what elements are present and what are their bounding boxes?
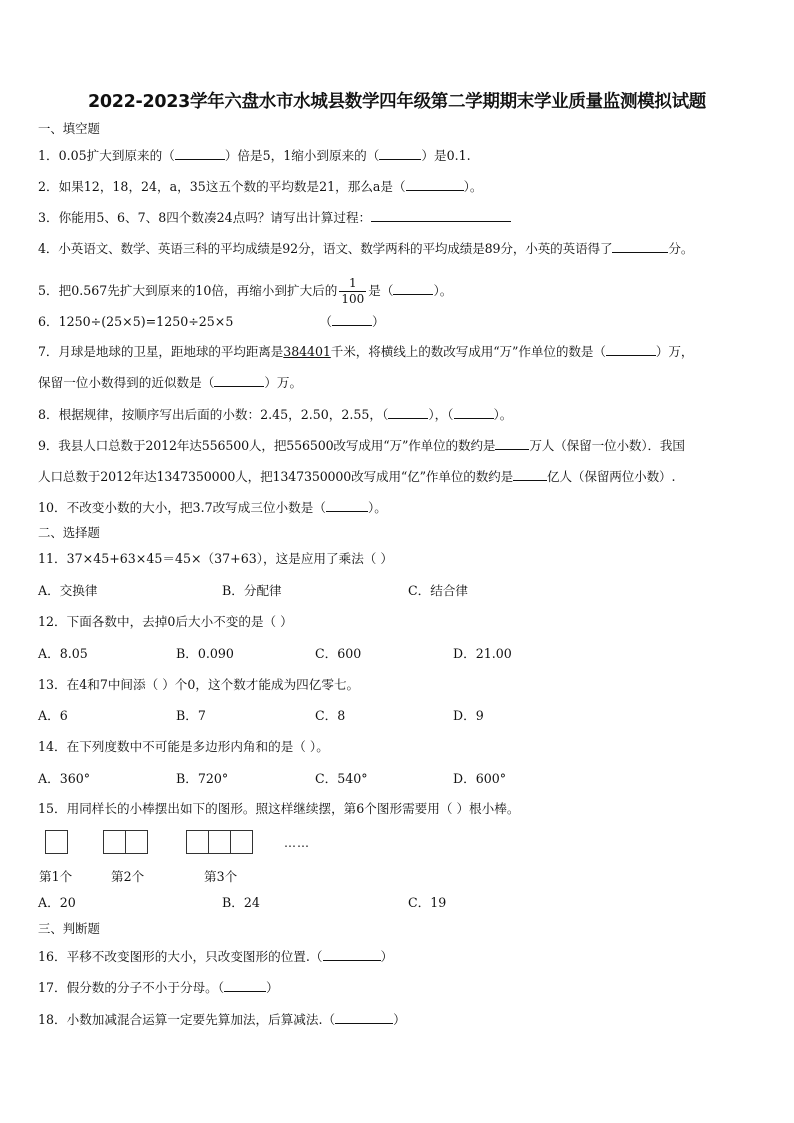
question-14-options — [38, 771, 638, 787]
option-c[interactable]: C．结合律 — [408, 583, 469, 598]
option-c[interactable]: C．600 — [315, 646, 362, 661]
answer-blank[interactable] — [371, 209, 511, 222]
square-cell — [208, 830, 231, 854]
option-a[interactable]: A．8.05 — [38, 646, 88, 661]
option-a[interactable]: A．交换律 — [38, 583, 98, 598]
question-1: 1．0.05扩大到原来的（ ）倍是5，1缩小到原来的（ ）是0.1. — [38, 148, 471, 163]
answer-blank[interactable] — [513, 468, 547, 481]
continuation-dots: …… — [284, 836, 310, 850]
question-3: 3．你能用5、6、7、8四个数凑24点吗？请写出计算过程： — [38, 209, 511, 226]
question-9-line-2: 人口总数于2012年达1347350000人，把1347350000改写成用“亿”作单位的数约是 亿人（保留两位小数）. — [38, 469, 676, 484]
question-11-options — [38, 583, 638, 599]
answer-blank[interactable] — [175, 147, 225, 160]
question-5: 5．把0.567先扩大到原来的10倍，再缩小到扩大后的 $\frac{1}{100}$ 是（ ）。 — [38, 276, 453, 306]
square-cell — [125, 830, 148, 854]
figure-1-squares — [45, 830, 68, 854]
question-15-options — [38, 895, 638, 911]
section-choice-heading: 二、选择题 — [38, 525, 100, 540]
option-a[interactable]: A．360° — [38, 771, 91, 786]
question-7: 7．月球是地球的卫星，距地球的平均距离是384401千米，将横线上的数改写成用“万”作单位的数是（ ）万， — [38, 344, 694, 359]
option-c[interactable]: C．8 — [315, 708, 346, 723]
option-b[interactable]: B．分配律 — [222, 583, 282, 598]
question-12: 12．下面各数中，去掉0后大小不变的是（ ） — [38, 614, 293, 629]
square-cell — [186, 830, 209, 854]
answer-blank[interactable] — [326, 499, 368, 512]
option-b[interactable]: B．0.090 — [176, 646, 234, 661]
figure-3-label: 第3个 — [204, 869, 238, 884]
question-7-line-2: 保留一位小数得到的近似数是（ ）万。 — [38, 375, 303, 390]
square-cell — [45, 830, 68, 854]
section-fill-blank-heading: 一、填空题 — [38, 121, 100, 136]
question-8: 8．根据规律，按顺序写出后面的小数：2.45，2.50，2.55，（ ），（ ）。 — [38, 407, 513, 422]
question-10: 10．不改变小数的大小，把3.7改写成三位小数是（ ）。 — [38, 500, 387, 515]
answer-blank[interactable] — [335, 1011, 393, 1024]
answer-blank[interactable] — [495, 437, 529, 450]
answer-blank[interactable] — [406, 178, 464, 191]
figure-2-squares — [103, 830, 148, 854]
answer-blank[interactable] — [454, 406, 494, 419]
option-b[interactable]: B．24 — [222, 895, 260, 910]
question-13-options — [38, 708, 638, 724]
underlined-number: 384401 — [283, 344, 331, 359]
answer-blank[interactable] — [332, 313, 372, 326]
figure-1-label: 第1个 — [39, 869, 73, 884]
question-2: 2．如果12，18，24，a，35这五个数的平均数是21，那么a是（ ）。 — [38, 179, 483, 194]
answer-blank[interactable] — [224, 979, 266, 992]
figure-2-label: 第2个 — [111, 869, 145, 884]
question-16: 16．平移不改变图形的大小，只改变图形的位置.（ ） — [38, 949, 394, 964]
square-cell — [230, 830, 253, 854]
option-c[interactable]: C．540° — [315, 771, 368, 786]
question-14: 14．在下列度数中不可能是多边形内角和的是（ ）。 — [38, 739, 329, 754]
option-b[interactable]: B．720° — [176, 771, 229, 786]
question-4: 4．小英语文、数学、英语三科的平均成绩是92分，语文、数学两科的平均成绩是89分，小英的英语得了 分。 — [38, 241, 694, 256]
option-d[interactable]: D．21.00 — [453, 646, 512, 661]
option-a[interactable]: A．20 — [38, 895, 76, 910]
square-cell — [103, 830, 126, 854]
answer-blank[interactable] — [214, 374, 264, 387]
answer-blank[interactable] — [388, 406, 428, 419]
question-6: 6．1250÷(25×5)=1250÷25×5 （ ） — [38, 314, 385, 329]
question-15: 15．用同样长的小棒摆出如下的图形。照这样继续摆，第6个图形需要用（ ）根小棒。 — [38, 801, 520, 816]
question-12-options — [38, 646, 638, 662]
section-judge-heading: 三、判断题 — [38, 921, 100, 936]
option-c[interactable]: C．19 — [408, 895, 447, 910]
question-9: 9．我县人口总数于2012年达556500人，把556500改写成用“万”作单位的数约是 万人（保留一位小数）．我国 — [38, 438, 685, 453]
answer-blank[interactable] — [379, 147, 421, 160]
question-13: 13．在4和7中间添（ ）个0，这个数才能成为四亿零七。 — [38, 677, 360, 692]
answer-blank[interactable] — [393, 282, 433, 295]
question-11: 11．37×45+63×45＝45×（37+63），这是应用了乘法（ ） — [38, 551, 393, 566]
exam-title: 2022-2023学年六盘水市水城县数学四年级第二学期期末学业质量监测模拟试题 — [88, 92, 706, 112]
answer-blank[interactable] — [606, 343, 656, 356]
answer-blank[interactable] — [612, 240, 668, 253]
option-a[interactable]: A．6 — [38, 708, 68, 723]
fraction-one-hundredth: $\frac{1}{100}$ — [341, 276, 365, 306]
answer-blank[interactable] — [323, 948, 381, 961]
figure-3-squares — [186, 830, 253, 854]
option-d[interactable]: D．9 — [453, 708, 484, 723]
option-b[interactable]: B．7 — [176, 708, 206, 723]
question-17: 17．假分数的分子不小于分母。（ ） — [38, 980, 279, 995]
question-18: 18．小数加减混合运算一定要先算加法，后算减法.（ ） — [38, 1012, 406, 1027]
option-d[interactable]: D．600° — [453, 771, 507, 786]
